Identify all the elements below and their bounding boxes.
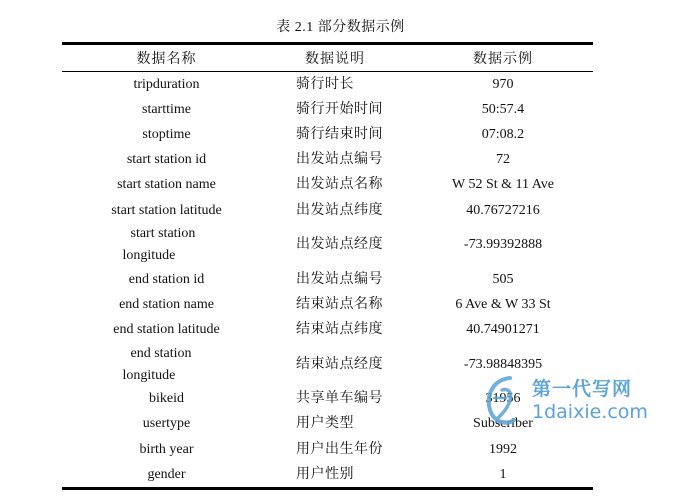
cell-field-description: 共享单车编号: [296, 391, 383, 407]
field-name-line: longitude: [122, 367, 176, 383]
cell-field-description: 骑行开始时间: [296, 101, 383, 117]
cell-field-name: bikeid: [149, 391, 184, 407]
cell-field-name: start station latitude: [111, 202, 222, 218]
cell-field-description: 出发站点名称: [296, 177, 383, 193]
table-header-row: [62, 44, 593, 72]
cell-field-name: tripduration: [133, 76, 200, 92]
cell-field-example: -73.99392888: [463, 237, 543, 253]
cell-field-name: end station name: [119, 296, 214, 312]
cell-field-description: 用户出生年份: [296, 441, 383, 457]
field-name-line: end station: [130, 345, 192, 361]
table-row: [62, 97, 593, 122]
table-row: [62, 462, 593, 489]
table-row: [62, 198, 593, 223]
table-row: [62, 223, 593, 267]
cell-field-example: 40.74901271: [466, 322, 540, 338]
cell-field-example: 31956: [485, 391, 521, 407]
table-row: [62, 267, 593, 292]
cell-field-example: 40.76727216: [466, 202, 540, 218]
cell-field-name: usertype: [142, 416, 191, 432]
table-row: [62, 387, 593, 412]
cell-field-example: 07:08.2: [481, 126, 525, 142]
data-table: [62, 42, 593, 490]
cell-field-name: stoptime: [142, 126, 191, 142]
table-row: [62, 122, 593, 147]
cell-field-name: [62, 223, 271, 267]
cell-field-description: 出发站点编号: [296, 152, 383, 168]
cell-field-description: 出发站点编号: [296, 271, 383, 287]
cell-field-description: 出发站点经度: [296, 237, 383, 253]
cell-field-example: -73.98848395: [463, 356, 543, 372]
cell-field-name: start station id: [126, 152, 207, 168]
cell-field-example: 50:57.4: [481, 101, 525, 117]
watermark-text-cn: 第一代写网: [532, 378, 633, 400]
cell-field-name: gender: [147, 466, 186, 482]
cell-field-example: Subscriber: [473, 416, 533, 432]
cell-field-name: starttime: [142, 101, 191, 117]
cell-field-example: 970: [492, 76, 514, 92]
table-row: [62, 412, 593, 437]
cell-field-name: end station id: [128, 271, 205, 287]
table-row: [62, 343, 593, 387]
cell-field-description: 骑行时长: [296, 76, 354, 92]
column-header-description: 数据说明: [305, 52, 365, 67]
cell-field-description: 出发站点纬度: [296, 202, 383, 218]
cell-field-example: 505: [492, 271, 514, 287]
cell-field-name: start station name: [117, 177, 216, 193]
table-row: [62, 437, 593, 462]
cell-field-description: 骑行结束时间: [296, 126, 383, 142]
cell-field-example: W 52 St & 11 Ave: [451, 177, 555, 193]
cell-field-description: 结束站点经度: [296, 356, 383, 372]
cell-field-example: 72: [496, 152, 510, 168]
table-row: [62, 72, 593, 98]
column-header-name: 数据名称: [136, 52, 197, 67]
table-row: [62, 318, 593, 343]
watermark-text-en: 1daixie.com: [532, 401, 648, 423]
cell-field-description: 结束站点名称: [296, 296, 383, 312]
cell-field-description: 用户类型: [296, 416, 354, 432]
column-header-example: 数据示例: [473, 52, 533, 67]
cell-field-example: 6 Ave & W 33 St: [455, 296, 551, 312]
table-caption: 表 2.1 部分数据示例: [276, 20, 405, 35]
cell-field-description: 用户性别: [296, 466, 354, 482]
cell-field-name: birth year: [139, 441, 194, 457]
table-row: [62, 148, 593, 173]
table-row: [62, 292, 593, 317]
cell-field-example: 1: [499, 466, 507, 482]
table-row: [62, 173, 593, 198]
cell-field-name: end station latitude: [113, 322, 220, 338]
field-name-line: longitude: [122, 248, 176, 264]
cell-field-example: 1992: [489, 441, 517, 457]
field-name-line: start station: [130, 226, 196, 242]
cell-field-name: [62, 343, 271, 387]
cell-field-description: 结束站点纬度: [296, 322, 383, 338]
